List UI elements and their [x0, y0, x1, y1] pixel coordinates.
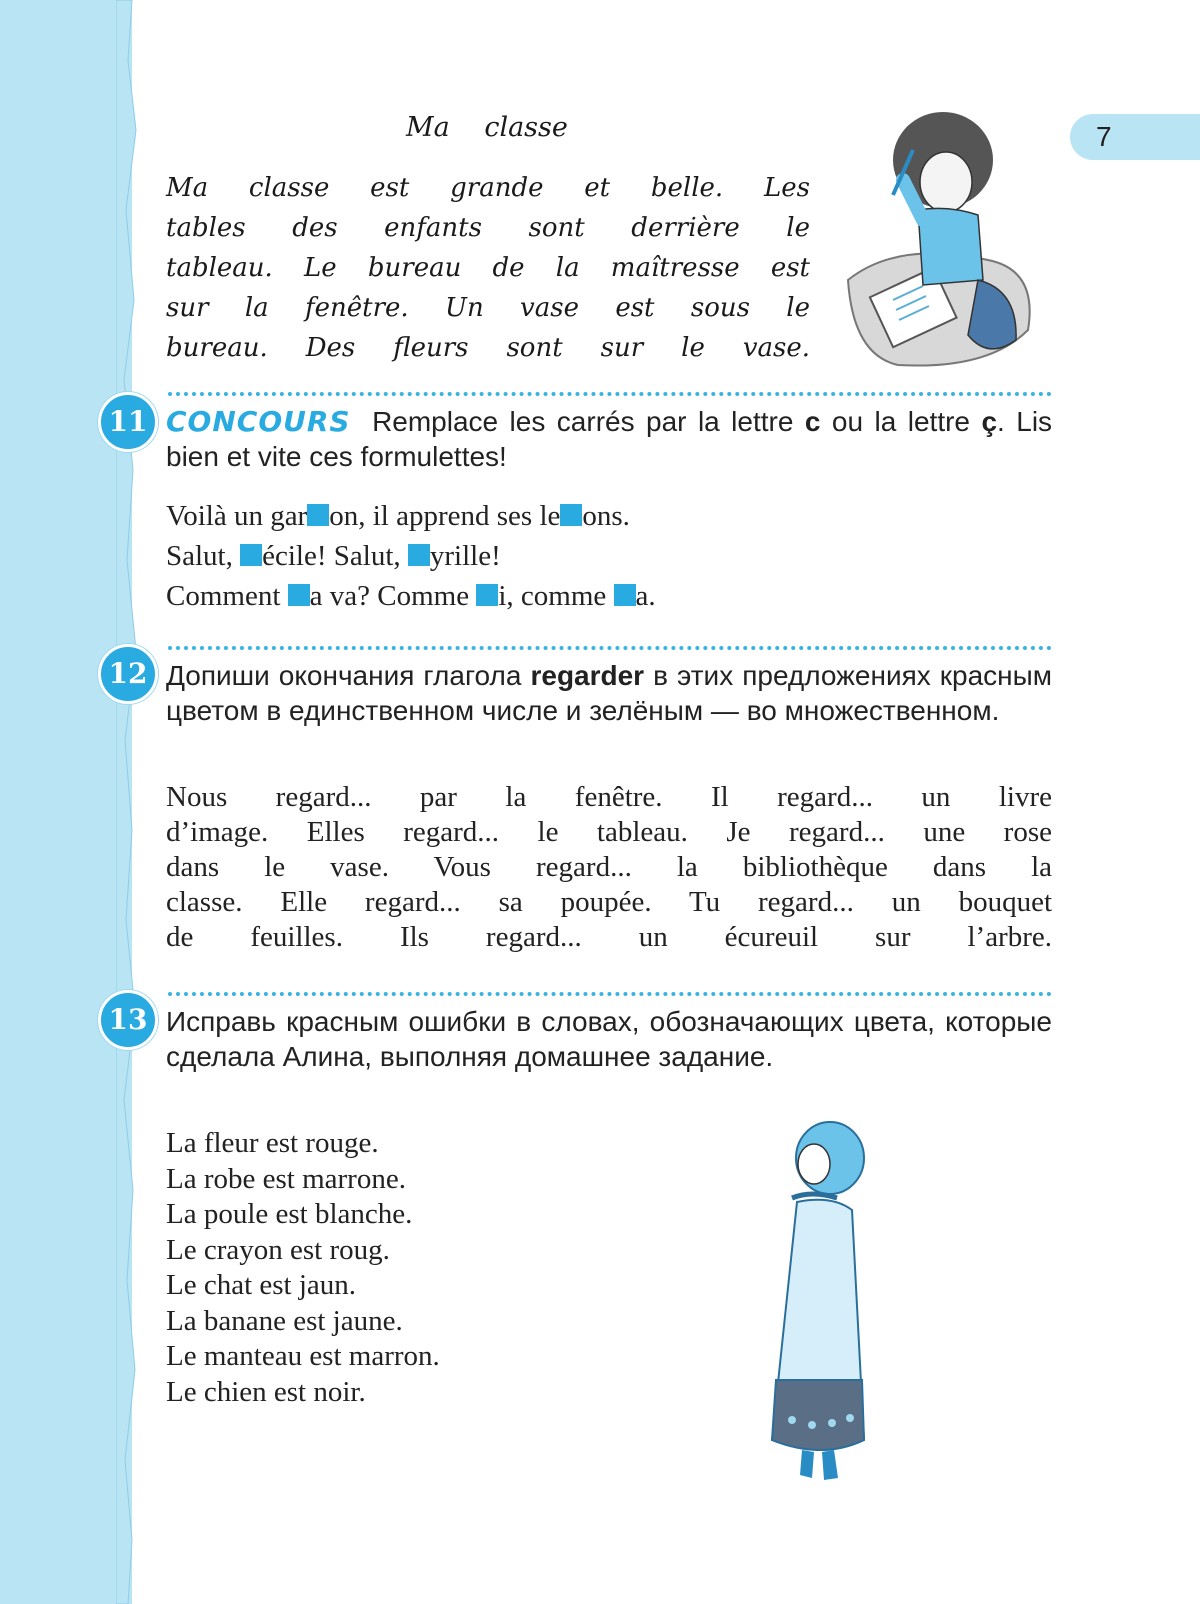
poem-line: tableau. Le bureau de la maîtresse est: [166, 253, 810, 283]
exercise-number-badge: 12: [98, 644, 158, 704]
blank-square: [560, 504, 582, 526]
section-divider: [168, 392, 1052, 396]
blank-square: [614, 584, 636, 606]
exercise-number-badge: 13: [98, 990, 158, 1050]
exercise-13-instruction: Исправь красным ошибки в словах, обозначающих цвета, которые сделала Алина, выполняя домашнее задание.: [166, 1006, 1052, 1072]
sentence-line: La banane est jaune.: [166, 1304, 403, 1337]
exercise-12-instruction: Допиши окончания глагола regarder в этих предложениях красным цветом в единственном числе и зелёным — во множественном.: [166, 660, 1053, 726]
sentence-line: Le chien est noir.: [166, 1375, 366, 1408]
sentence-line: La robe est marrone.: [166, 1162, 406, 1195]
sentence-line: Comment a va? Comme i, comme a.: [166, 580, 656, 612]
sentence-line: Le crayon est roug.: [166, 1233, 390, 1266]
blank-square: [408, 544, 430, 566]
blank-square: [240, 544, 262, 566]
girl-writing-illustration: [838, 110, 1058, 380]
sentence-line: Salut, écile! Salut, yrille!: [166, 540, 501, 572]
girl-in-coat-illustration: [752, 1120, 892, 1490]
sentence-line: La poule est blanche.: [166, 1198, 413, 1230]
concours-label: CONCOURS: [166, 405, 351, 438]
torn-edge: [116, 0, 144, 1604]
exercise-13-sentences: [166, 1126, 1052, 1410]
blank-square: [307, 504, 329, 526]
side-strip: [0, 0, 132, 1604]
blank-square: [288, 584, 310, 606]
exercise-number-badge: 11: [98, 392, 158, 452]
text-line: Nous regard... par la fenêtre. Il regard... un livre: [166, 781, 1052, 813]
page-number: 7: [1096, 121, 1112, 152]
text-line: dans le vase. Vous regard... la bibliothèque dans la: [166, 851, 1052, 883]
poem-text: [166, 168, 810, 368]
exercise-12-text: [166, 780, 1052, 955]
poem-line: sur la fenêtre. Un vase est sous le: [166, 293, 810, 323]
sentence-line: Le chat est jaun.: [166, 1269, 357, 1301]
section-divider: [168, 646, 1052, 650]
sentence-line: Voilà un gar on, il apprend ses le ons.: [166, 500, 630, 532]
sentence-line: Le manteau est marron.: [166, 1340, 440, 1372]
poem-line: Ma classe est grande et belle. Les: [166, 173, 810, 203]
sentence-line: La fleur est rouge.: [166, 1127, 379, 1159]
poem-line: tables des enfants sont derrière le: [166, 213, 810, 243]
poem-title: Ma classe: [406, 112, 568, 143]
section-divider: [168, 992, 1052, 996]
text-line: classe. Elle regard... sa poupée. Tu regard... un bouquet: [166, 886, 1052, 918]
poem-line: bureau. Des fleurs sont sur le vase.: [166, 333, 810, 363]
page-number-tab: [1070, 114, 1200, 160]
exercise-11-sentences: [166, 496, 1052, 616]
blank-square: [476, 584, 498, 606]
text-line: de feuilles. Ils regard... un écureuil sur l’arbre.: [166, 921, 1052, 953]
text-line: d’image. Elles regard... le tableau. Je regard... une rose: [166, 816, 1052, 848]
exercise-11-instruction: CONCOURS Remplace les carrés par la lettre c ou la lettre ç. Lis bien et vite ces formulettes!: [166, 405, 1053, 472]
